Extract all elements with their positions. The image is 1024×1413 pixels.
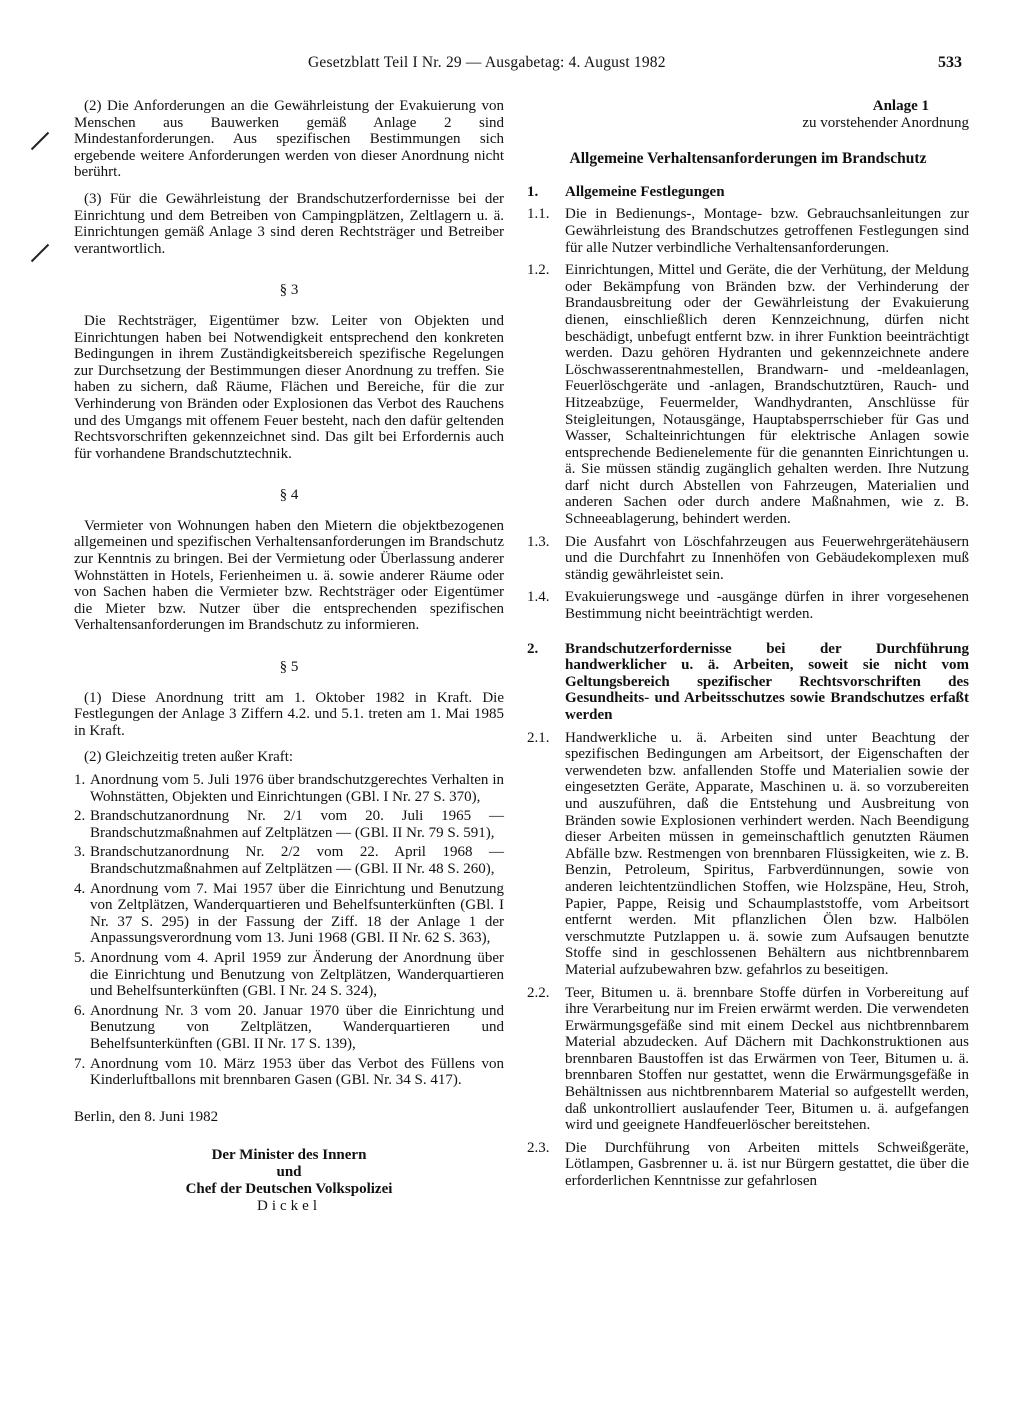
header-title: Gesetzblatt Teil I Nr. 29 — Ausgabetag: 4. August 1982 bbox=[308, 54, 666, 71]
list-item: 5. Anordnung vom 4. April 1959 zur Änderung der Anordnung über die Einrichtung und Benutzung von Zeltplätzen, Wanderquartieren und Behelfsunterkünften (GBl. I Nr. 24 S. 324), bbox=[74, 949, 504, 1000]
section-3-text: Die Rechtsträger, Eigentümer bzw. Leiter von Objekten und Einrichtungen haben bei Notwendigkeit entsprechend den konkreten Bedingungen in ihrem Zuständigkeitsbereich spezifische Regelungen zur Durchsetzung der Bestimmungen dieser Anordnung zu treffen. Sie haben zu sichern, daß Räume, Flächen und Bereiche, für die zur Verhinderung von Bränden oder Explosionen das Verbot des Rauchens und des Umgangs mit offenem Feuer besteht, nach den dafür geltenden Rechtsvorschriften gekennzeichnet sind. Das gilt bei Erfordernis auch für vorhandene Brandschutztechnik. bbox=[74, 312, 504, 462]
section-4-text: Vermieter von Wohnungen haben den Mietern die objektbezogenen allgemeinen und spezifischen Verhaltensanforderungen im Brandschutz zur Kenntnis zu bringen. Bei der Vermietung oder Überlassung anderer Wohnstätten in Hotels, Ferienheimen u. ä. sowie anderer Räume oder von Sachen haben die Vermieter bzw. Rechtsträger oder Eigentümer die Mieter bzw. Nutzer über die entsprechenden spezifischen Verhaltensanforderungen im Brandschutz zu informieren. bbox=[74, 517, 504, 634]
list-item: 1.1. Die in Bedienungs-, Montage- bzw. Gebrauchsanleitungen zur Gewährleistung des Brandschutzes getroffenen Festlegungen sind für alle Nutzer verbindliche Verhaltensanforderungen. bbox=[527, 206, 969, 256]
repealed-list bbox=[74, 772, 504, 1089]
right-column bbox=[527, 98, 969, 1196]
annex-label: Anlage 1 bbox=[872, 98, 929, 114]
list-item: 6. Anordnung Nr. 3 vom 20. Januar 1970 über die Einrichtung und Benutzung von Zeltplätzen, Wanderquartieren und Behelfsunterkünften (GBl. II Nr. 17 S. 139), bbox=[74, 1002, 504, 1052]
section-4-heading: § 4 bbox=[279, 487, 299, 504]
signature-line-2: und bbox=[276, 1164, 302, 1181]
list-item: 2. Brandschutzanordnung Nr. 2/1 vom 20. Juli 1965 — Brandschutzmaßnahmen auf Zeltplätzen — (GBl. II Nr. 79 S. 591), bbox=[74, 808, 504, 841]
list-item: 2.2. Teer, Bitumen u. ä. brennbare Stoffe dürfen in Vorbereitung auf ihre Verarbeitung nur im Freien erwärmt werden. Die verwendeten Erwärmungsgefäße sind mit einem Deckel aus nichtbrennbarem Material abzudecken. Auf Dächern mit Dachkonstruktionen aus brennbaren Baustoffen ist das Erwärmen von Teer, Bitumen u. ä. brennbaren Stoffen nur gestattet, wenn die Erwärmungsgefäße in Behältnissen aus nichtbrennbarem Material so aufgestellt werden, daß unkontrolliert auslaufender Teer, Bitumen u. ä. aufgefangen wird und geeignete Handfeuerlöscher bereitstehen. bbox=[527, 984, 969, 1134]
section-2-heading: 2. Brandschutzerfordernisse bei der Durchführung handwerklicher u. ä. Arbeiten, soweit sie nicht vom Geltungsbereich spezifischer Rechtsvorschriften des Gesundheits- und Arbeitsschutzes sowie Brandschutzes erfaßt werden bbox=[527, 640, 969, 723]
list-item: 1.4. Evakuierungswege und -ausgänge dürfen in ihrer vorgesehenen Bestimmung nicht beeinträchtigt werden. bbox=[527, 589, 969, 623]
annex-title: Allgemeine Verhaltensanforderungen im Brandschutz bbox=[569, 150, 927, 168]
place-date: Berlin, den 8. Juni 1982 bbox=[74, 1108, 219, 1125]
list-item: 7. Anordnung vom 10. März 1953 über das Verbot des Füllens von Kinderluftballons mit brennbaren Gasen (GBl. Nr. 34 S. 417). bbox=[74, 1055, 504, 1089]
left-column bbox=[74, 98, 504, 1215]
signature-line-1: Der Minister des Innern bbox=[211, 1147, 367, 1164]
list-item: 4. Anordnung vom 7. Mai 1957 über die Einrichtung und Benutzung von Zeltplätzen, Wanderquartieren und Behelfsunterkünften (GBl. I Nr. 37 S. 295) in der Fassung der Ziff. 18 der Anlage 1 der Anpassungsverordnung vom 13. Juni 1968 (GBl. II Nr. 62 S. 363), bbox=[74, 880, 504, 947]
section-5-para-1: (1) Diese Anordnung tritt am 1. Oktober 1982 in Kraft. Die Festlegungen der Anlage 3 Ziffern 4.2. und 5.1. treten am 1. Mai 1985 in Kraft. bbox=[74, 689, 504, 739]
margin-mark bbox=[31, 132, 49, 150]
signature-name: Dickel bbox=[257, 1198, 321, 1215]
section-1-heading: 1. Allgemeine Festlegungen bbox=[527, 183, 725, 200]
list-item: 1.2. Einrichtungen, Mittel und Geräte, die der Verhütung, der Meldung oder Bekämpfung von Bränden bzw. der Verhinderung der Brandausbreitung oder der Gewährleistung der Evakuierung dienen, einschließlich deren Kennzeichnung, dürfen nicht beschädigt, unbefugt entfernt bzw. in ihrer Funktion beeinträchtigt werden. Dazu gehören Hydranten und gekennzeichnete andere Löschwasserentnahmestellen, Brandwarn- und -meldeanlagen, Feuerlöschgeräte und -anlagen, Brandschutztüren, Rauch- und Hitzeabzüge, Feuermelder, Wandhydranten, Anschlüsse für Steigleitungen, Notausgänge, Hauptabsperrschieber für Gas und Wasser, Schalteinrichtungen für elektrische Anlagen sowie entsprechende Bedienelemente für die genannten Einrichtungen u. ä. Sie müssen ständig zugänglich gehalten werden. Ihre Nutzung darf nicht durch Abstellen von Fahrzeugen, Materialien und anderen Sachen oder durch andere Maßnahmen, wie z. B. Schneeablagerung, behindert werden. bbox=[527, 262, 969, 528]
list-item: 1. Anordnung vom 5. Juli 1976 über brandschutzgerechtes Verhalten in Wohnstätten, Objekten und Einrichtungen (GBl. I Nr. 27 S. 370), bbox=[74, 772, 504, 805]
list-item: 1.3. Die Ausfahrt von Löschfahrzeugen aus Feuerwehrgerätehäusern und die Durchfahrt zu Innenhöfen von Gebäudekomplexen muß ständig gewährleistet sein. bbox=[527, 533, 969, 583]
page-header bbox=[0, 50, 1024, 76]
annex-subtitle: zu vorstehender Anordnung bbox=[802, 114, 969, 131]
list-item: 2.1. Handwerkliche u. ä. Arbeiten sind unter Beachtung der spezifischen Bedingungen am Arbeitsort, der Eigenschaften der verwendeten bzw. anfallenden Stoffe und Materialien sowie der eingesetzten Geräte, Apparate, Maschinen u. ä. so vorzubereiten und auszuführen, daß die Entstehung und Ausbreitung von Bränden sowie Explosionen verhindert werden. Nach Beendigung dieser Arbeiten müssen in gemeinschaftlich genutzten Räumen Abfälle bzw. Restmengen von brennbaren Flüssigkeiten, wie z. B. Benzin, Petroleum, Spiritus, Farbverdünnungen, sowie von anderen leichtentzündlichen Stoffen, wie Holzspäne, Heu, Stroh, Papier, Pappe, Reisig und Schaumplaststoffe, vom Arbeitsort entfernt werden. Mit pflanzlichen Ölen bzw. Halbölen verschmutzte Putzlappen u. ä. sowie zum Aufsaugen benutzte Stoffe sind in geschlossenen Behältern aus nichtbrennbarem Material aufzubewahren bzw. gefahrlos zu beseitigen. bbox=[527, 729, 969, 978]
section-5-heading: § 5 bbox=[279, 659, 299, 676]
section-3-heading: § 3 bbox=[279, 282, 299, 299]
margin-mark bbox=[31, 244, 49, 262]
paragraph-2: (2) Die Anforderungen an die Gewährleistung der Evakuierung von Menschen aus Bauwerken gemäß Anlage 2 sind Mindestanforderungen. Aus spezifischen Bestimmungen sich ergebende weitere Anforderungen werden von dieser Anordnung nicht berührt. bbox=[74, 98, 504, 181]
page-number: 533 bbox=[938, 54, 962, 71]
list-item: 3. Brandschutzanordnung Nr. 2/2 vom 22. April 1968 — Brandschutzmaßnahmen auf Zeltplätzen — (GBl. II Nr. 48 S. 260), bbox=[74, 844, 504, 877]
section-5-para-2: (2) Gleichzeitig treten außer Kraft: bbox=[84, 749, 294, 766]
paragraph-3: (3) Für die Gewährleistung der Brandschutzerfordernisse bei der Einrichtung und dem Betreiben von Campingplätzen, Zeltlagern u. ä. Einrichtungen gemäß Anlage 3 sind deren Rechtsträger und Betreiber verantwortlich. bbox=[74, 190, 504, 257]
list-item: 2.3. Die Durchführung von Arbeiten mittels Schweißgeräte, Lötlampen, Gasbrenner u. ä. ist nur Bürgern gestattet, die über die erforderlichen Kenntnisse zur gefahrlosen bbox=[527, 1139, 969, 1190]
signature-line-3: Chef der Deutschen Volkspolizei bbox=[185, 1181, 393, 1198]
